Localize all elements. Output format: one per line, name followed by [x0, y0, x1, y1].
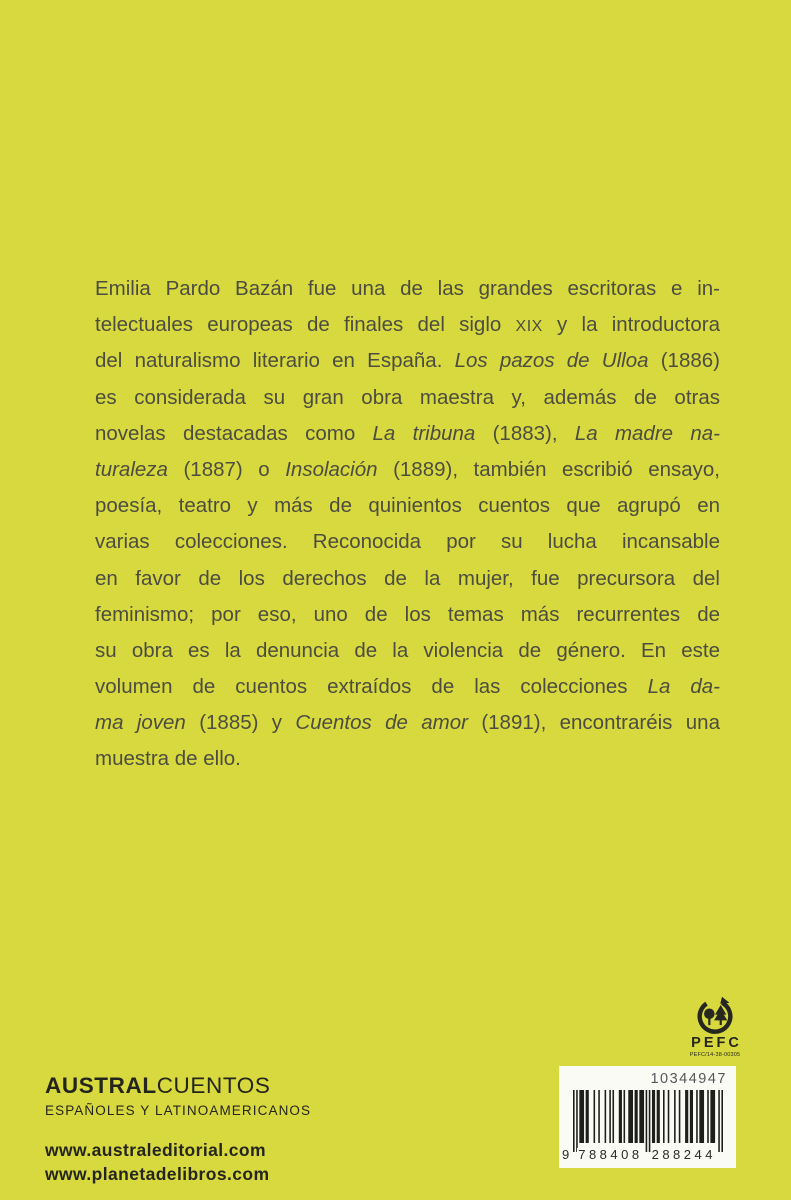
pefc-certificate-number: PEFC/14-38-00305: [689, 1052, 741, 1058]
paragraph-line: Emilia Pardo Bazán fue una de las grandes escritoras e in-: [95, 277, 720, 300]
collection-subtitle: ESPAÑOLES Y LATINOAMERICANOS: [45, 1103, 312, 1118]
publisher-urls: [45, 1139, 311, 1186]
paragraph-line: turaleza (1887) o Insolación (1889), también escribió ensayo,: [95, 457, 720, 481]
pefc-certification: [686, 996, 744, 1058]
isbn-group-right: 288244: [651, 1147, 716, 1162]
pefc-label: PEFC: [691, 1035, 742, 1051]
ean-barcode-icon: [573, 1090, 723, 1152]
isbn-check-digit: 9: [562, 1147, 570, 1162]
url-austral-editorial: www.australeditorial.com: [45, 1140, 266, 1160]
paragraph-line: ma joven (1885) y Cuentos de amor (1891), encontraréis una: [95, 711, 720, 735]
paragraph-line: en favor de los derechos de la mujer, fue precursora del: [95, 566, 720, 590]
brand-cuentos-label: CUENTOS: [156, 1073, 271, 1098]
publisher-block: [45, 1074, 311, 1186]
isbn-group-left: 788408: [578, 1147, 643, 1162]
isbn-digits: [561, 1148, 717, 1162]
paragraph-line: feminismo; por eso, uno de los temas más recurrentes de: [95, 602, 720, 626]
paragraph-line: es considerada su gran obra maestra y, además de otras: [95, 385, 720, 409]
pefc-logo-icon: [694, 996, 736, 1035]
paragraph-line: muestra de ello.: [95, 747, 241, 771]
paragraph-line: del naturalismo literario en España. Los pazos de Ulloa (1886): [95, 349, 720, 373]
paragraph-line: novelas destacadas como La tribuna (1883), La madre na-: [95, 421, 720, 445]
brand-austral-label: AUSTRAL: [45, 1073, 157, 1098]
product-code: 10344947: [650, 1071, 727, 1087]
barcode-panel: [559, 1066, 736, 1168]
paragraph-line: volumen de cuentos extraídos de las colecciones La da-: [95, 675, 720, 699]
paragraph-line: su obra es la denuncia de la violencia de género. En este: [95, 638, 720, 662]
paragraph-line: telectuales europeas de finales del siglo XIX y la introductora: [95, 313, 720, 337]
synopsis-paragraph: [95, 271, 720, 778]
paragraph-line: varias colecciones. Reconocida por su lucha incansable: [95, 530, 720, 554]
url-planeta-de-libros: www.planetadelibros.com: [45, 1163, 270, 1184]
paragraph-line: poesía, teatro y más de quinientos cuentos que agrupó en: [95, 494, 720, 518]
publisher-wordmark: [45, 1074, 311, 1098]
